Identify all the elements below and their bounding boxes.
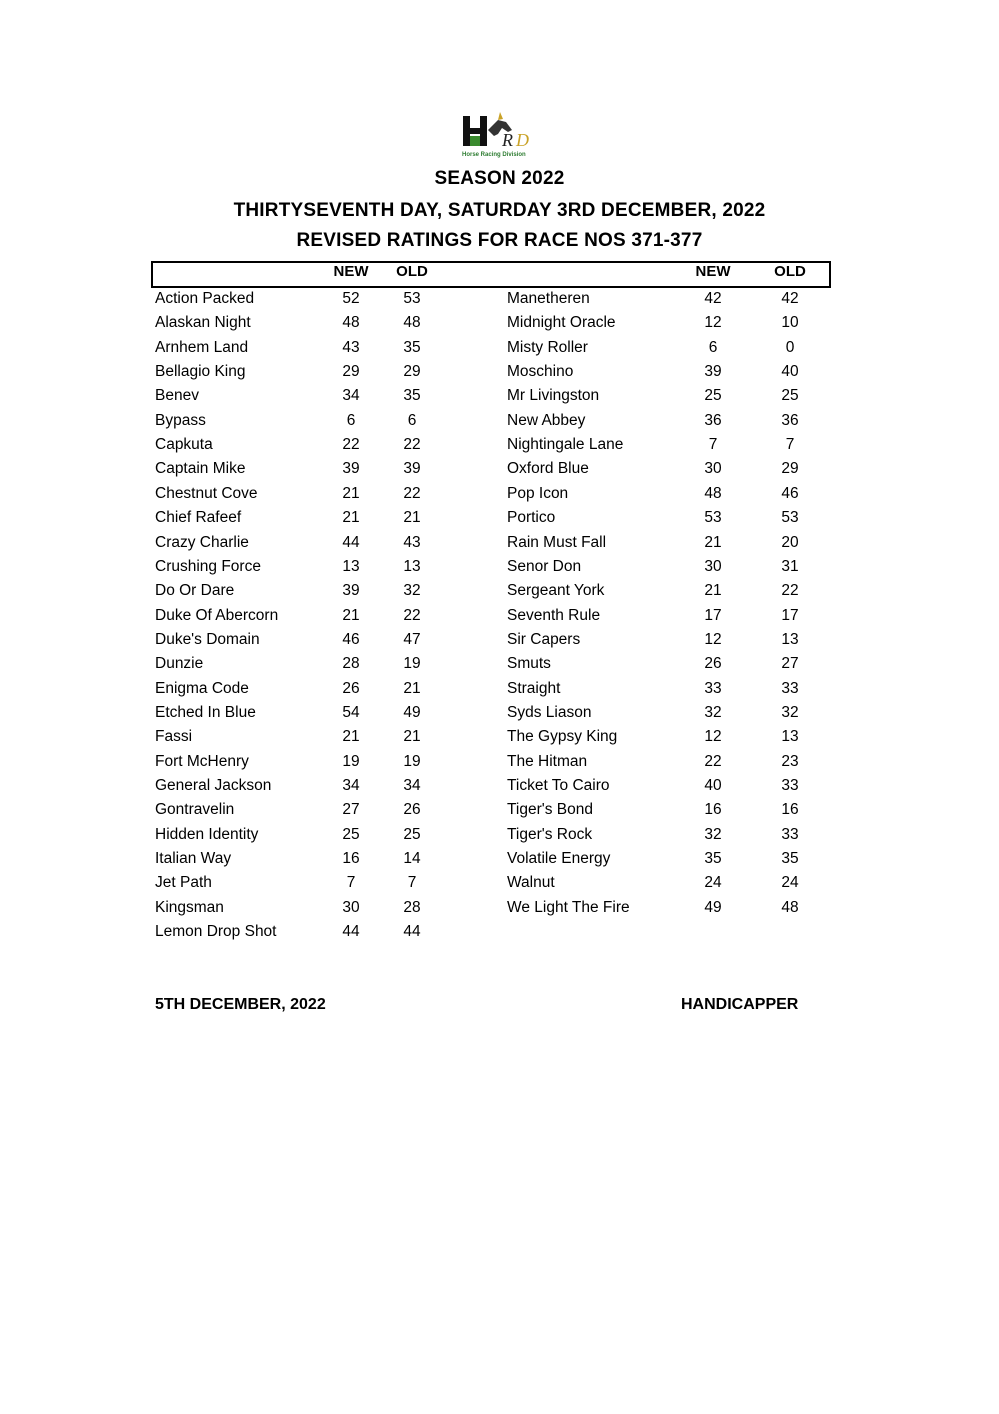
old-rating: 39 — [403, 460, 421, 478]
horse-name: Moschino — [507, 363, 574, 381]
season-title: SEASON 2022 — [434, 168, 565, 189]
old-rating: 22 — [403, 484, 421, 502]
old-rating: 35 — [403, 387, 421, 405]
new-rating: 16 — [342, 850, 360, 868]
horse-name: Alaskan Night — [155, 314, 251, 332]
old-rating: 19 — [403, 655, 421, 673]
new-rating: 35 — [704, 850, 722, 868]
old-rating: 7 — [785, 436, 795, 454]
old-rating: 27 — [781, 655, 799, 673]
old-rating: 24 — [781, 874, 799, 892]
new-rating: 7 — [346, 874, 356, 892]
old-rating: 53 — [403, 290, 421, 307]
table-row — [0, 482, 999, 506]
table-row — [0, 287, 999, 311]
new-rating: 6 — [708, 338, 718, 356]
new-rating: 44 — [342, 923, 360, 941]
new-rating: 28 — [342, 655, 360, 673]
old-rating: 22 — [403, 606, 421, 624]
old-rating: 44 — [403, 923, 421, 941]
old-rating: 42 — [781, 290, 799, 307]
horse-name: Nightingale Lane — [507, 436, 624, 454]
old-rating: 33 — [781, 777, 799, 794]
old-rating: 20 — [781, 533, 799, 551]
old-rating: 13 — [403, 557, 421, 575]
new-rating: 22 — [342, 436, 360, 454]
new-rating: 48 — [342, 314, 360, 332]
logo-caption: Horse Racing Division — [462, 152, 526, 158]
horse-name: Smuts — [507, 655, 551, 673]
horse-name: Crazy Charlie — [155, 533, 249, 551]
horse-name: Benev — [155, 387, 199, 405]
old-rating: 14 — [403, 850, 421, 868]
table-row — [0, 579, 999, 603]
old-rating: 0 — [785, 338, 795, 356]
table-row — [0, 336, 999, 360]
new-rating: 21 — [704, 582, 722, 600]
old-rating: 47 — [403, 630, 421, 648]
old-rating: 17 — [781, 606, 799, 624]
table-row — [0, 701, 999, 725]
new-rating: 40 — [704, 777, 722, 794]
new-rating: 17 — [704, 606, 722, 624]
horse-name: Tiger's Bond — [507, 801, 593, 819]
new-rating: 48 — [704, 484, 722, 502]
old-rating: 35 — [403, 338, 421, 356]
table-row — [0, 798, 999, 822]
old-rating: 53 — [781, 509, 799, 527]
table-row — [0, 628, 999, 652]
horse-name: Jet Path — [155, 874, 212, 892]
horse-name: Fort McHenry — [155, 752, 249, 770]
horse-name: Tiger's Rock — [507, 825, 593, 843]
old-rating: 16 — [781, 801, 799, 819]
old-rating: 22 — [781, 582, 799, 600]
horse-name: Action Packed — [155, 290, 255, 307]
table-row — [0, 774, 999, 798]
new-rating: 21 — [342, 484, 360, 502]
old-rating: 43 — [403, 533, 421, 551]
old-rating: 48 — [781, 898, 799, 916]
table-row — [0, 360, 999, 384]
table-row — [0, 506, 999, 530]
horse-name: Fassi — [155, 728, 193, 746]
new-rating: 22 — [704, 752, 722, 770]
new-rating: 43 — [342, 338, 360, 356]
table-row — [0, 384, 999, 408]
new-rating: 30 — [342, 898, 360, 916]
svg-text:D: D — [516, 130, 529, 150]
table-row — [0, 847, 999, 871]
horse-name: Sergeant York — [507, 582, 605, 600]
horse-name: Midnight Oracle — [507, 314, 616, 332]
horse-name: Captain Mike — [155, 460, 246, 478]
old-rating: 31 — [781, 557, 799, 575]
horse-name: Oxford Blue — [507, 460, 589, 478]
horse-name: We Light The Fire — [507, 898, 630, 916]
new-rating: 21 — [342, 509, 360, 527]
new-rating: 52 — [342, 290, 360, 307]
horse-name: Rain Must Fall — [507, 533, 607, 551]
table-row — [0, 457, 999, 481]
horse-name: Bellagio King — [155, 363, 246, 381]
horse-name: Pop Icon — [507, 484, 569, 502]
new-rating: 30 — [704, 460, 722, 478]
new-rating: 7 — [708, 436, 718, 454]
old-rating: 21 — [403, 728, 421, 746]
horse-name: Chief Rafeef — [155, 509, 242, 527]
table-row — [0, 531, 999, 555]
old-rating: 32 — [403, 582, 421, 600]
old-rating: 36 — [781, 411, 799, 429]
left-old-header: OLD — [396, 263, 428, 280]
old-rating: 19 — [403, 752, 421, 770]
table-row — [0, 896, 999, 920]
new-rating: 21 — [704, 533, 722, 551]
old-rating: 28 — [403, 898, 421, 916]
new-rating: 25 — [704, 387, 722, 405]
right-old-header: OLD — [774, 263, 806, 280]
old-rating: 33 — [781, 679, 799, 697]
day-title: THIRTYSEVENTH DAY, SATURDAY 3RD DECEMBER, 2022 — [233, 200, 766, 221]
old-rating: 21 — [403, 679, 421, 697]
svg-text:R: R — [502, 130, 513, 150]
new-rating: 30 — [704, 557, 722, 575]
new-rating: 33 — [704, 679, 722, 697]
old-rating: 6 — [407, 411, 417, 429]
table-row — [0, 823, 999, 847]
horse-name: Arnhem Land — [155, 338, 249, 356]
horse-name: The Gypsy King — [507, 728, 618, 746]
new-rating: 42 — [704, 290, 722, 307]
horse-name: Seventh Rule — [507, 606, 601, 624]
old-rating: 25 — [403, 825, 421, 843]
new-rating: 53 — [704, 509, 722, 527]
new-rating: 32 — [704, 825, 722, 843]
new-rating: 13 — [342, 557, 360, 575]
horse-name: Hidden Identity — [155, 825, 259, 843]
horse-name: Crushing Force — [155, 557, 261, 575]
old-rating: 22 — [403, 436, 421, 454]
footer-date: 5TH DECEMBER, 2022 — [155, 996, 326, 1013]
old-rating: 35 — [781, 850, 799, 868]
horse-name: Misty Roller — [507, 338, 588, 356]
ratings-subtitle: REVISED RATINGS FOR RACE NOS 371-377 — [296, 230, 703, 251]
old-rating: 21 — [403, 509, 421, 527]
new-rating: 36 — [704, 411, 722, 429]
new-rating: 26 — [342, 679, 360, 697]
horse-name: Dunzie — [155, 655, 204, 673]
table-row — [0, 725, 999, 749]
new-rating: 12 — [704, 630, 722, 648]
horse-name: Kingsman — [155, 898, 224, 916]
old-rating: 13 — [781, 728, 799, 746]
horse-name: Do Or Dare — [155, 582, 235, 600]
old-rating: 7 — [407, 874, 417, 892]
old-rating: 32 — [781, 703, 799, 721]
left-new-header: NEW — [333, 263, 369, 280]
horse-name: Senor Don — [507, 557, 582, 575]
horse-name: Volatile Energy — [507, 850, 611, 868]
old-rating: 33 — [781, 825, 799, 843]
new-rating: 21 — [342, 606, 360, 624]
new-rating: 19 — [342, 752, 360, 770]
table-row — [0, 652, 999, 676]
new-rating: 12 — [704, 314, 722, 332]
horse-name: Syds Liason — [507, 703, 592, 721]
horse-name: General Jackson — [155, 777, 272, 794]
horse-name: Mr Livingston — [507, 387, 600, 405]
new-rating: 29 — [342, 363, 360, 381]
new-rating: 32 — [704, 703, 722, 721]
old-rating: 25 — [781, 387, 799, 405]
horse-name: Lemon Drop Shot — [155, 923, 277, 941]
old-rating: 29 — [781, 460, 799, 478]
new-rating: 21 — [342, 728, 360, 746]
new-rating: 12 — [704, 728, 722, 746]
horse-name: Gontravelin — [155, 801, 235, 819]
table-row — [0, 409, 999, 433]
horse-name: Manetheren — [507, 290, 590, 307]
old-rating: 34 — [403, 777, 421, 794]
table-row — [0, 677, 999, 701]
horse-name: Ticket To Cairo — [507, 777, 610, 794]
table-row — [0, 920, 999, 944]
new-rating: 39 — [704, 363, 722, 381]
new-rating: 49 — [704, 898, 722, 916]
new-rating: 27 — [342, 801, 360, 819]
new-rating: 24 — [704, 874, 722, 892]
old-rating: 49 — [403, 703, 421, 721]
horse-name: Bypass — [155, 411, 206, 429]
horse-name: The Hitman — [507, 752, 588, 770]
footer-signature: HANDICAPPER — [681, 996, 799, 1013]
horse-name: Duke's Domain — [155, 630, 260, 648]
old-rating: 46 — [781, 484, 799, 502]
right-new-header: NEW — [695, 263, 731, 280]
horse-name: Sir Capers — [507, 630, 581, 648]
horse-name: Italian Way — [155, 850, 232, 868]
horse-name: Capkuta — [155, 436, 213, 454]
new-rating: 39 — [342, 460, 360, 478]
horse-name: Duke Of Abercorn — [155, 606, 279, 624]
old-rating: 29 — [403, 363, 421, 381]
horse-name: Walnut — [507, 874, 555, 892]
old-rating: 10 — [781, 314, 799, 332]
table-row — [0, 750, 999, 774]
table-row — [0, 871, 999, 895]
new-rating: 26 — [704, 655, 722, 673]
table-row — [0, 433, 999, 457]
new-rating: 44 — [342, 533, 360, 551]
new-rating: 6 — [346, 411, 356, 429]
old-rating: 48 — [403, 314, 421, 332]
new-rating: 46 — [342, 630, 360, 648]
new-rating: 39 — [342, 582, 360, 600]
horse-name: Straight — [507, 679, 561, 697]
old-rating: 13 — [781, 630, 799, 648]
horse-name: Portico — [507, 509, 556, 527]
horse-name: Enigma Code — [155, 679, 249, 697]
new-rating: 34 — [342, 387, 360, 405]
old-rating: 40 — [781, 363, 799, 381]
new-rating: 16 — [704, 801, 722, 819]
old-rating: 26 — [403, 801, 421, 819]
horse-name: Chestnut Cove — [155, 484, 258, 502]
table-row — [0, 555, 999, 579]
old-rating: 23 — [781, 752, 799, 770]
new-rating: 25 — [342, 825, 360, 843]
table-row — [0, 311, 999, 335]
new-rating: 54 — [342, 703, 360, 721]
horse-name: Etched In Blue — [155, 703, 256, 721]
table-row — [0, 604, 999, 628]
horse-name: New Abbey — [507, 411, 586, 429]
new-rating: 34 — [342, 777, 360, 794]
